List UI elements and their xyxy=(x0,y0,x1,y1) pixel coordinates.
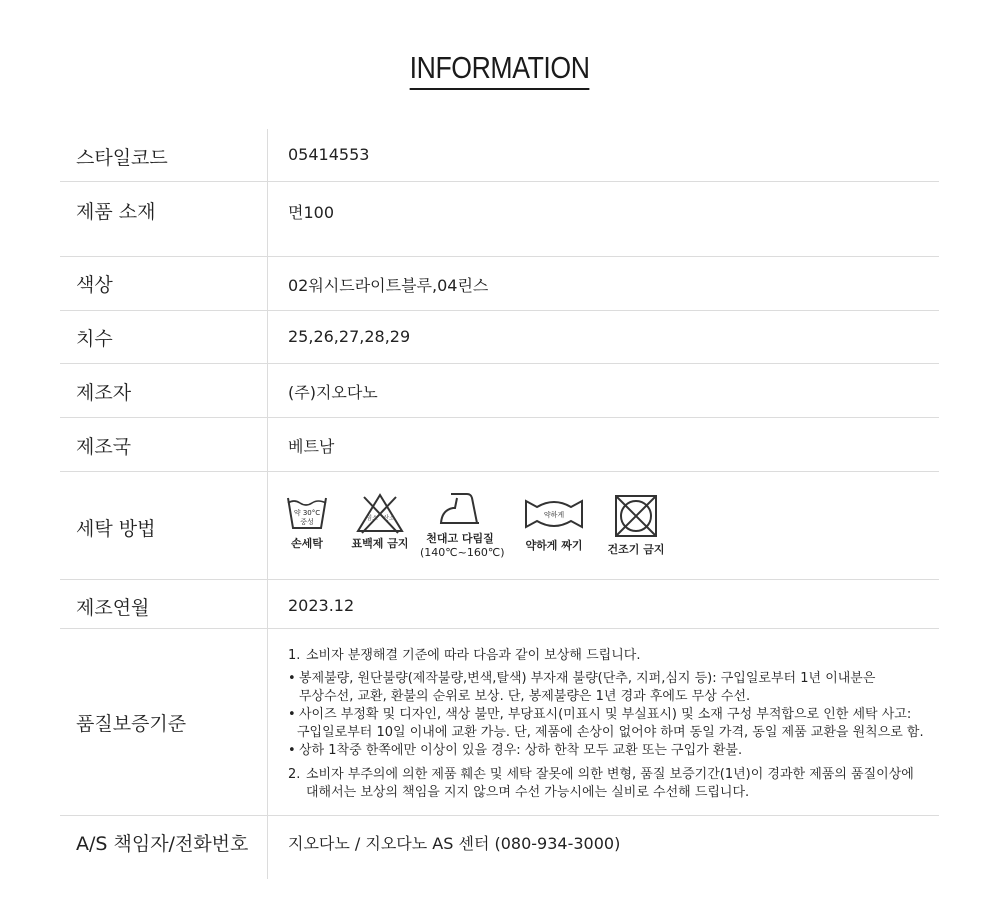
item-text: 대해서는 보상의 책임을 지지 않으며 수선 가능시에는 실비로 수선해 드립니다. xyxy=(306,785,750,800)
no-bleach-oxygen: 산소 xyxy=(383,515,395,522)
care-caption: 표백제 금지 xyxy=(351,537,409,550)
care-no-dryer xyxy=(606,494,666,557)
iron-icon xyxy=(437,490,483,528)
quality-bullet-3 xyxy=(288,742,928,760)
hand-wash-icon xyxy=(285,494,329,532)
row-label: 제품 소재 xyxy=(76,201,156,223)
quality-item-2 xyxy=(288,766,928,802)
row-value: 05414553 xyxy=(288,145,370,164)
item-text: 소비자 부주의에 의한 제품 훼손 및 세탁 잘못에 의한 변형, 품질 보증기간(1년)이 경과한 제품의 품질이상에 xyxy=(306,767,914,782)
info-title-wrap xyxy=(0,50,1000,90)
item-number: 2. xyxy=(288,767,301,782)
row-label: A/S 책임자/전화번호 xyxy=(76,833,249,855)
info-table xyxy=(60,129,939,876)
no-bleach-icon xyxy=(355,492,405,534)
quality-text xyxy=(288,647,928,802)
row-value: 02워시드라이트블루,04린스 xyxy=(288,276,489,295)
row-color xyxy=(60,257,939,311)
item-number: 1. xyxy=(288,648,301,663)
row-as xyxy=(60,816,939,876)
row-label: 제조연월 xyxy=(76,597,150,619)
hand-wash-temp: 약 30°C xyxy=(293,509,321,517)
quality-item-1 xyxy=(288,647,928,665)
no-bleach-chlorine: 염소 xyxy=(366,515,378,522)
row-country xyxy=(60,418,939,472)
wring-gently-text: 약하게 xyxy=(543,511,565,519)
care-caption-sub: (140℃~160℃) xyxy=(420,546,505,559)
row-value: (주)지오다노 xyxy=(288,383,378,402)
row-value: 2023.12 xyxy=(288,596,355,615)
bullet-line: • 봉제불량, 원단불량(제작불량,변색,탈색) 부자재 불량(단추, 지퍼,심지 등): 구입일로부터 1년 이내분은 xyxy=(299,671,876,686)
no-tumble-dry-icon xyxy=(614,494,658,538)
care-no-bleach xyxy=(348,492,412,551)
care-iron xyxy=(420,490,505,560)
page-title: INFORMATION xyxy=(410,50,590,90)
row-size xyxy=(60,311,939,364)
row-label: 스타일코드 xyxy=(76,147,168,169)
row-value: 지오다노 / 지오다노 AS 센터 (080-934-3000) xyxy=(288,834,621,853)
care-caption: 건조기 금지 xyxy=(607,543,665,556)
row-quality xyxy=(60,629,939,816)
bullet-line: 무상수선, 교환, 환불의 순위로 보상. 단, 봉제불량은 1년 경과 후에도 무상 수선. xyxy=(299,689,751,704)
bullet-line: • 상하 1착중 한쪽에만 이상이 있을 경우: 상하 한착 모두 교환 또는 구입가 환불. xyxy=(299,743,743,758)
quality-bullet-2 xyxy=(288,706,928,742)
row-value: 베트남 xyxy=(288,437,335,456)
care-hand-wash xyxy=(278,494,336,551)
hand-wash-detergent: 중성 xyxy=(300,518,314,526)
row-style-code xyxy=(60,129,939,182)
row-label: 세탁 방법 xyxy=(76,518,156,540)
row-wash xyxy=(60,472,939,580)
row-label: 제조국 xyxy=(76,436,132,458)
row-maker xyxy=(60,364,939,418)
care-caption: 손세탁 xyxy=(291,537,323,550)
row-value: 25,26,27,28,29 xyxy=(288,327,411,346)
care-wring xyxy=(518,497,590,553)
quality-bullet-1 xyxy=(288,670,928,706)
item-text: 소비자 분쟁해결 기준에 따라 다음과 같이 보상해 드립니다. xyxy=(306,648,641,663)
row-value: 면100 xyxy=(288,203,334,222)
care-caption: 약하게 짜기 xyxy=(525,539,583,552)
row-date xyxy=(60,580,939,629)
row-label: 치수 xyxy=(76,328,113,350)
care-caption: 천대고 다림질 xyxy=(426,532,494,545)
row-label: 품질보증기준 xyxy=(76,713,187,735)
bullet-line: 구입일로부터 10일 이내에 교환 가능. 단, 제품에 손상이 없어야 하며 동일 가격, 동일 제품 교환을 원칙으로 함. xyxy=(297,725,924,740)
wring-gently-icon xyxy=(523,497,585,531)
row-label: 색상 xyxy=(76,274,113,296)
bullet-line: • 사이즈 부정확 및 디자인, 색상 불만, 부당표시(미표시 및 부실표시) 및 소재 구성 부적합으로 인한 세탁 사고: xyxy=(299,707,912,722)
row-material xyxy=(60,182,939,257)
row-label: 제조자 xyxy=(76,382,132,404)
